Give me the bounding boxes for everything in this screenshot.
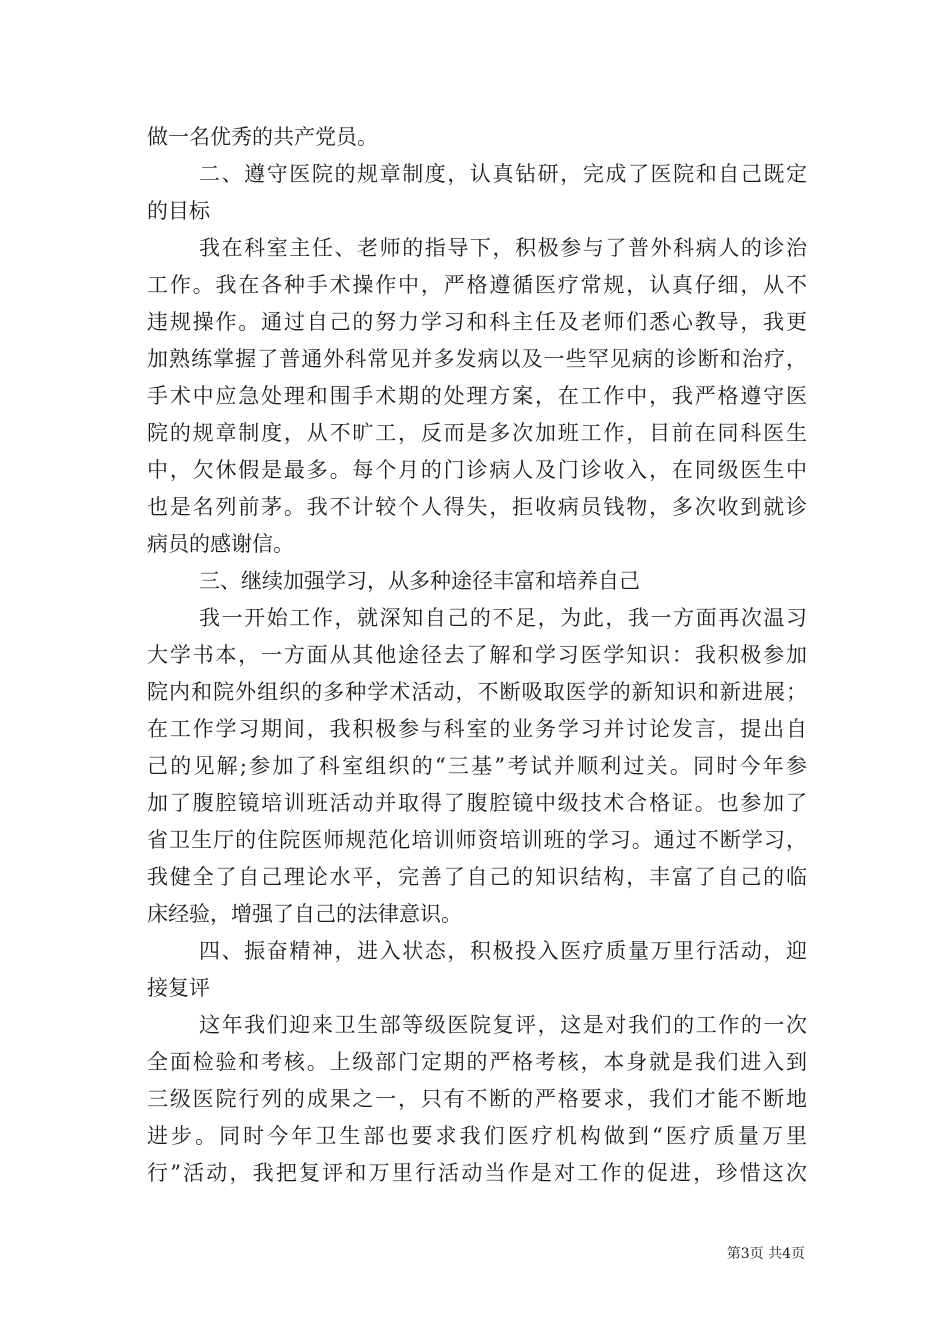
text-line: 床经验，增强了自己的法律意识。	[147, 902, 462, 926]
section-heading: 三、继续加强学习，从多种途径丰富和培养自己	[199, 569, 640, 593]
total-page-number: 4	[782, 1246, 791, 1262]
section-heading: 二、遵守医院的规章制度，认真钻研，完成了医院和自己既定	[199, 162, 807, 186]
text-line: 这年我们迎来卫生部等级医院复评，这是对我们的工作的一次	[199, 1013, 807, 1037]
footer-prefix: 第	[726, 1246, 741, 1262]
page-number-footer	[660, 1244, 805, 1264]
text-line: 在工作学习期间，我积极参与科室的业务学习并讨论发言，提出自	[147, 717, 807, 741]
text-line: 中，欠休假是最多。每个月的门诊病人及门诊收入，在同级医生中	[147, 458, 807, 482]
text-line: 病员的感谢信。	[147, 532, 294, 556]
section-heading: 四、振奋精神，进入状态，积极投入医疗质量万里行活动，迎	[199, 939, 807, 963]
text-line: 加熟练掌握了普通外科常见并多发病以及一些罕见病的诊断和治疗，	[147, 347, 807, 371]
current-page-number: 3	[740, 1246, 750, 1262]
text-line: 违规操作。通过自己的努力学习和科主任及老师们悉心教导，我更	[147, 310, 807, 334]
text-line: 我健全了自己理论水平，完善了自己的知识结构，丰富了自己的临	[147, 865, 807, 889]
text-line: 大学书本，一方面从其他途径去了解和学习医学知识：我积极参加	[147, 643, 807, 667]
text-line: 院内和院外组织的多种学术活动，不断吸取医学的新知识和新进展；	[147, 680, 807, 704]
text-line: 做一名优秀的共产党员。	[147, 125, 378, 149]
section-heading: 的目标	[147, 199, 210, 223]
text-line: 我一开始工作，就深知自己的不足，为此，我一方面再次温习	[199, 606, 807, 630]
text-line: 也是名列前茅。我不计较个人得失，拒收病员钱物，多次收到就诊	[147, 495, 807, 519]
text-line: 省卫生厅的住院医师规范化培训师资培训班的学习。通过不断学习，	[147, 828, 807, 852]
text-line: 己的见解;参加了科室组织的“三基”考试并顺利过关。同时今年参	[147, 754, 807, 778]
text-line: 三级医院行列的成果之一，只有不断的严格要求，我们才能不断地	[147, 1087, 807, 1111]
footer-middle: 页 共	[749, 1246, 783, 1262]
text-line: 手术中应急处理和围手术期的处理方案，在工作中，我严格遵守医	[147, 384, 807, 408]
text-line: 我在科室主任、老师的指导下，积极参与了普外科病人的诊治	[199, 236, 807, 260]
text-line: 院的规章制度，从不旷工，反而是多次加班工作，目前在同科医生	[147, 421, 807, 445]
footer-suffix: 页	[791, 1246, 805, 1262]
text-line: 行”活动，我把复评和万里行活动当作是对工作的促进，珍惜这次	[147, 1161, 807, 1185]
text-line: 工作。我在各种手术操作中，严格遵循医疗常规，认真仔细，从不	[147, 273, 807, 297]
text-line: 全面检验和考核。上级部门定期的严格考核，本身就是我们进入到	[147, 1050, 807, 1074]
text-line: 进步。同时今年卫生部也要求我们医疗机构做到“医疗质量万里	[147, 1124, 807, 1148]
text-line: 加了腹腔镜培训班活动并取得了腹腔镜中级技术合格证。也参加了	[147, 791, 807, 815]
section-heading: 接复评	[147, 976, 210, 1000]
